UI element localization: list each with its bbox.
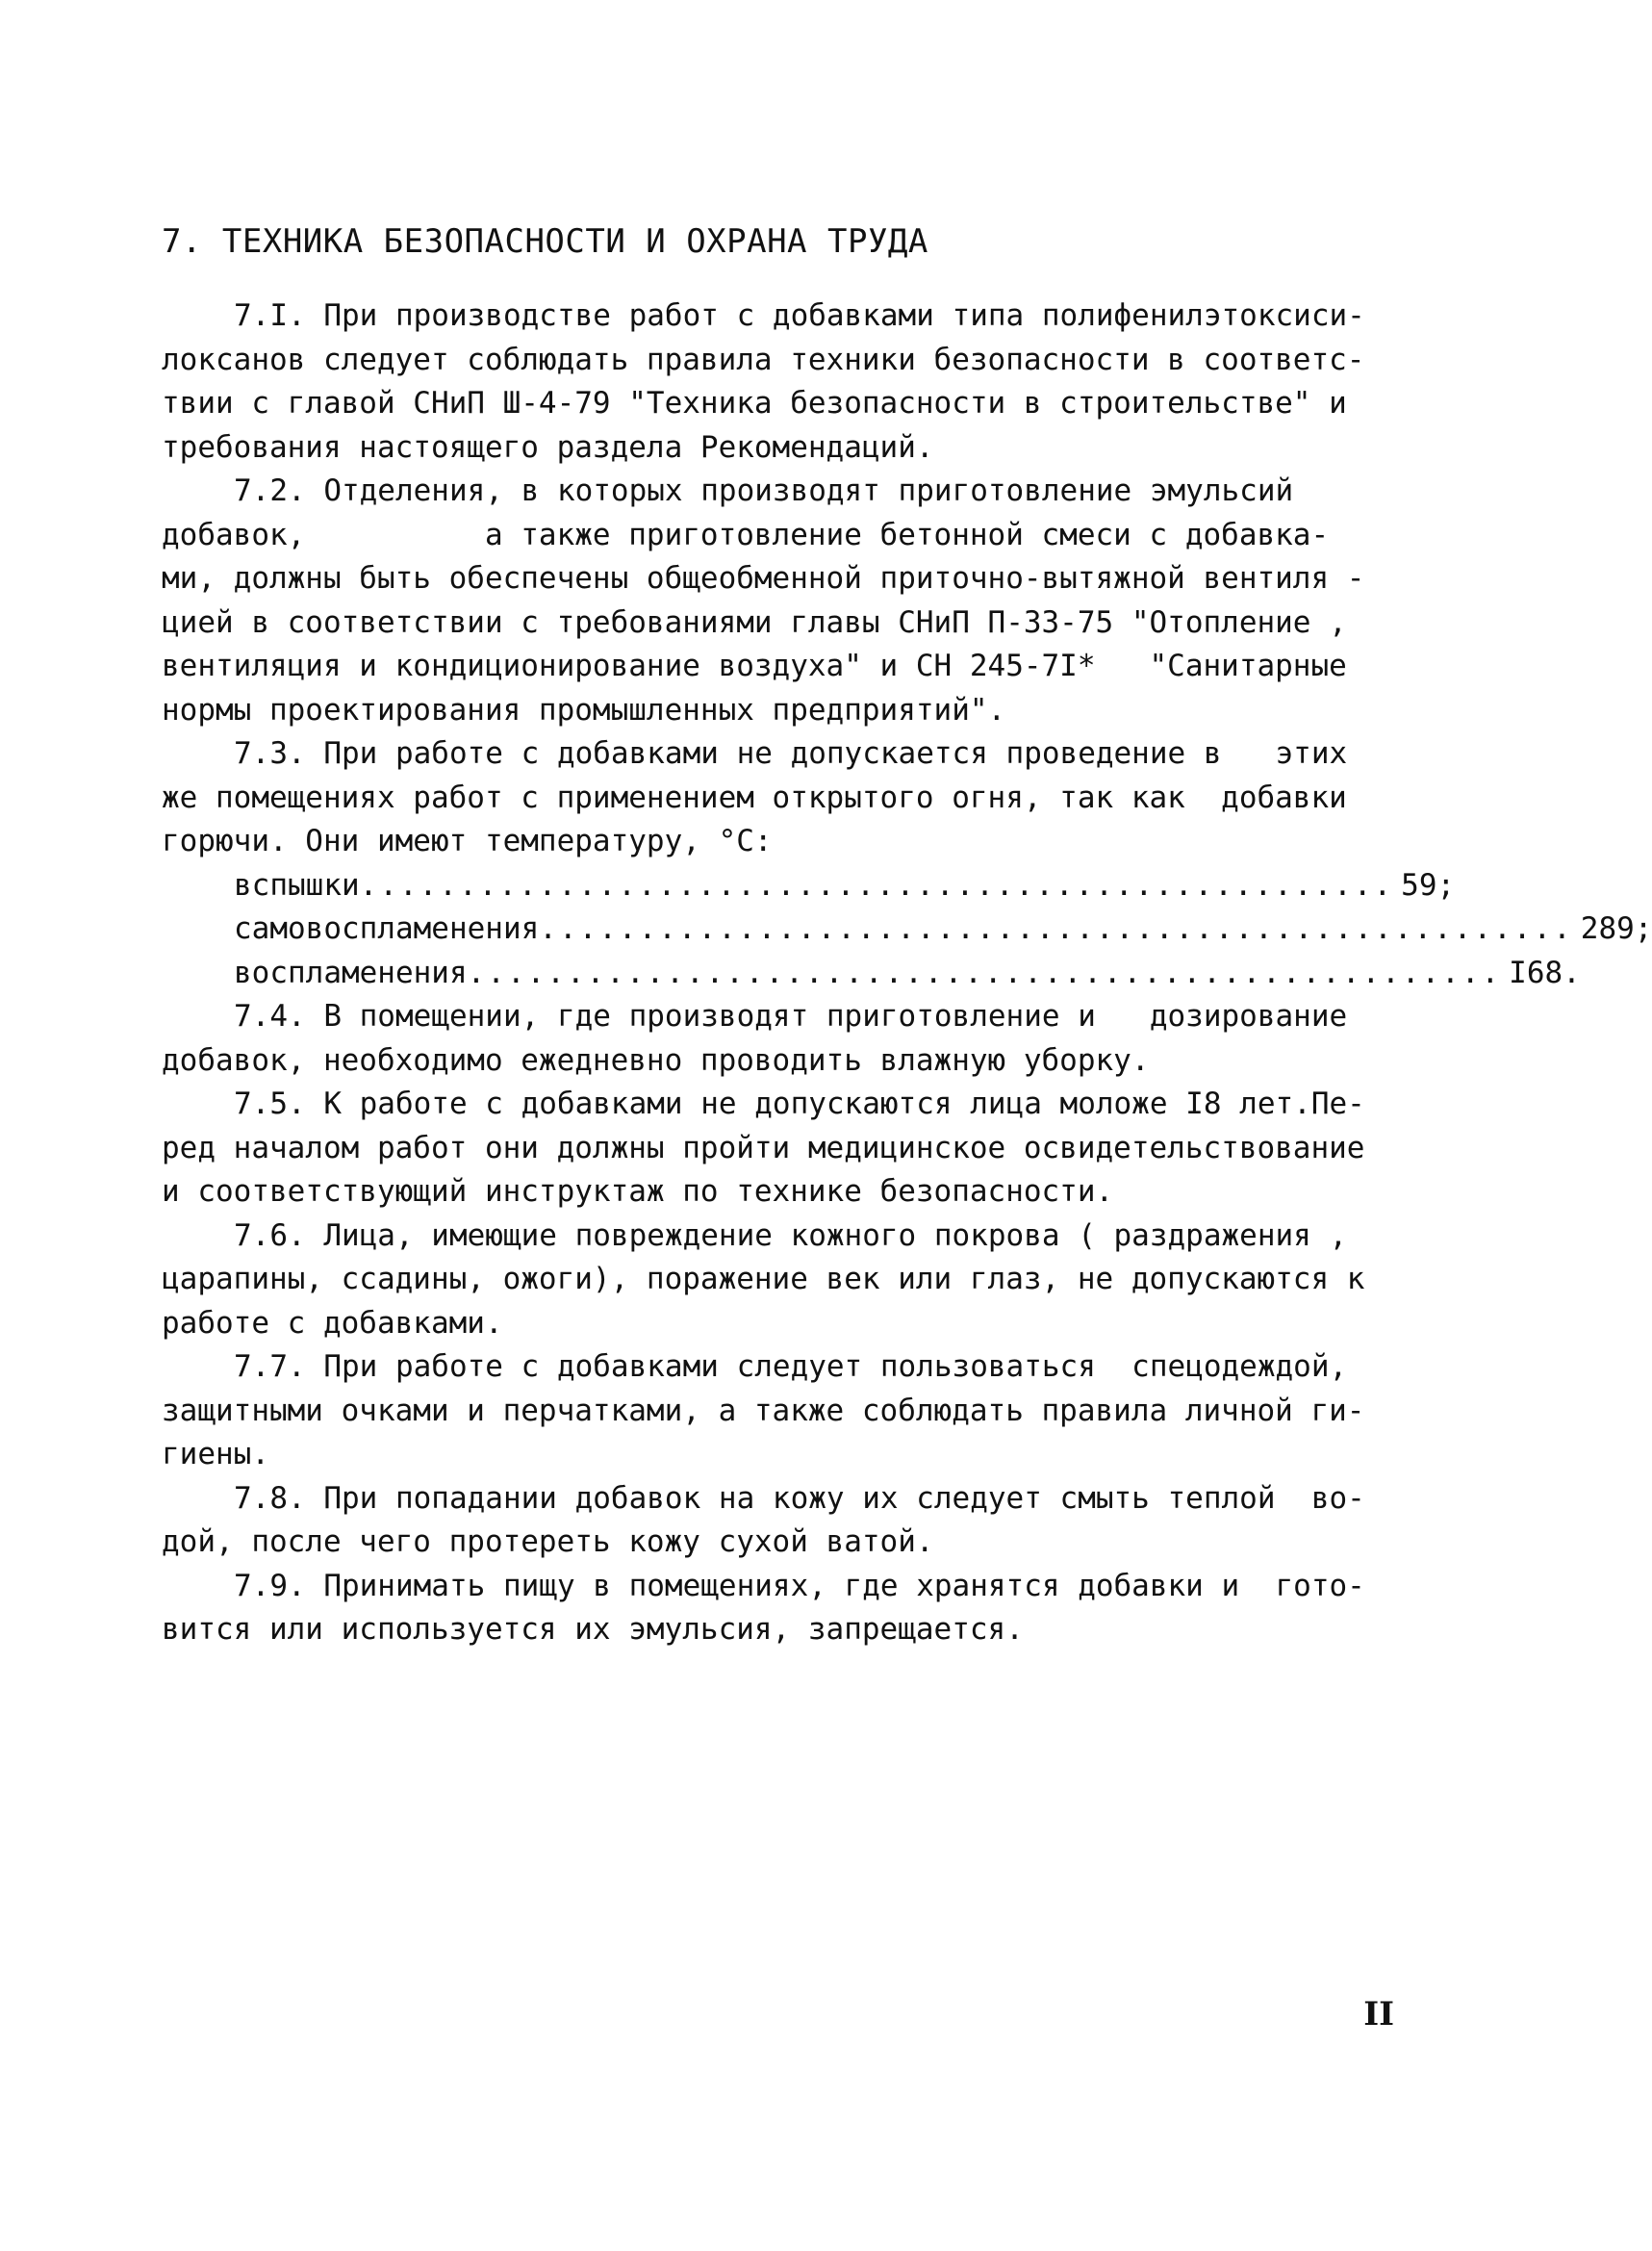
text-line: гиены. (162, 1437, 269, 1471)
section-heading: 7. ТЕХНИКА БЕЗОПАСНОСТИ И ОХРАНА ТРУДА (162, 222, 928, 261)
text-line: дой, после чего протереть кожу сухой ватой. (162, 1524, 934, 1559)
paragraph-7-4 (162, 995, 1422, 1083)
temperature-name: воспламенения (234, 955, 468, 990)
text-line: работе с добавками. (162, 1305, 503, 1341)
temperature-row (234, 864, 1456, 908)
paragraph-7-8 (162, 1477, 1422, 1565)
leader-dots: .................................................... (467, 955, 1502, 990)
text-line: локсанов следует соблюдать правила техники безопасности в соответс- (162, 342, 1365, 377)
text-line: ми, должны быть обеспечены общеобменной приточно-вытяжной вентиля - (162, 561, 1365, 596)
text-line: 7.8. При попадании добавок на кожу их следует смыть теплой во- (234, 1480, 1365, 1516)
text-line: нормы проектирования промышленных предприятий". (162, 692, 1006, 728)
text-line: царапины, ссадины, ожоги), поражение век или глаз, не допускаются к (162, 1262, 1365, 1296)
text-line: цией в соответствии с требованиями главы СНиП П-33-75 "Отопление , (162, 604, 1347, 640)
section-body (162, 294, 1652, 1652)
text-line: же помещениях работ с применением открытого огня, так как добавки (162, 780, 1347, 815)
text-line: добавок, а также приготовление бетонной смеси с добавка- (162, 517, 1330, 552)
text-line: 7.5. К работе с добавками не допускаются лица моложе I8 лет.Пе- (234, 1087, 1365, 1121)
temperature-value: I68. (1509, 955, 1581, 990)
paragraph-7-6 (162, 1215, 1422, 1346)
temperature-value: 289; (1580, 911, 1652, 946)
text-line: и соответствующий инструктаж по технике безопасности. (162, 1174, 1114, 1209)
paragraph-7-5 (162, 1083, 1422, 1215)
temperature-name: вспышки (234, 867, 360, 903)
text-line: требования настоящего раздела Рекомендаций. (162, 429, 934, 465)
text-line: 7.3. При работе с добавками не допускается проведение в этих (234, 736, 1348, 771)
text-line: твии с главой СНиП Ш-4-79 "Техника безопасности в строительстве" и (162, 386, 1347, 421)
text-line: защитными очками и перчатками, а также соблюдать правила личной ги- (162, 1393, 1365, 1428)
paragraph-7-7 (162, 1345, 1422, 1477)
text-line: 7.9. Принимать пищу в помещениях, где хранятся добавки и гото- (234, 1568, 1365, 1603)
text-line: 7.I. При производстве работ с добавками типа полифенилэтоксиси- (234, 298, 1365, 333)
temperature-row (234, 952, 1581, 996)
text-line: 7.4. В помещении, где производят приготовление и дозирование (234, 999, 1348, 1034)
paragraph-7-2 (162, 470, 1422, 732)
temperature-row (234, 908, 1652, 952)
paragraph-7-1 (162, 294, 1422, 470)
temperature-name: самовоспламенения (234, 911, 540, 946)
page-number: II (1363, 1995, 1394, 2034)
paragraph-7-9 (162, 1565, 1422, 1652)
text-line: добавок, необходимо ежедневно проводить влажную уборку. (162, 1042, 1150, 1078)
paragraph-7-3 (162, 732, 1422, 864)
text-line: ред началом работ они должны пройти медицинское освидетельствование (162, 1130, 1365, 1165)
temperature-value: 59; (1401, 867, 1456, 903)
temperature-list (162, 864, 1652, 996)
leader-dots: .................................................... (539, 911, 1573, 946)
text-line: 7.7. При работе с добавками следует пользоваться спецодеждой, (234, 1349, 1348, 1384)
text-line: вится или используется их эмульсия, запрещается. (162, 1612, 1024, 1647)
leader-dots: .................................................... (359, 867, 1394, 903)
text-line: 7.2. Отделения, в которых производят приготовление эмульсий (234, 473, 1294, 508)
text-line: вентиляция и кондиционирование воздуха" и СН 245-7I* "Санитарные (162, 649, 1347, 683)
text-line: горючи. Они имеют температуру, °С: (162, 824, 773, 858)
text-line: 7.6. Лица, имеющие повреждение кожного покрова ( раздражения , (234, 1217, 1348, 1253)
